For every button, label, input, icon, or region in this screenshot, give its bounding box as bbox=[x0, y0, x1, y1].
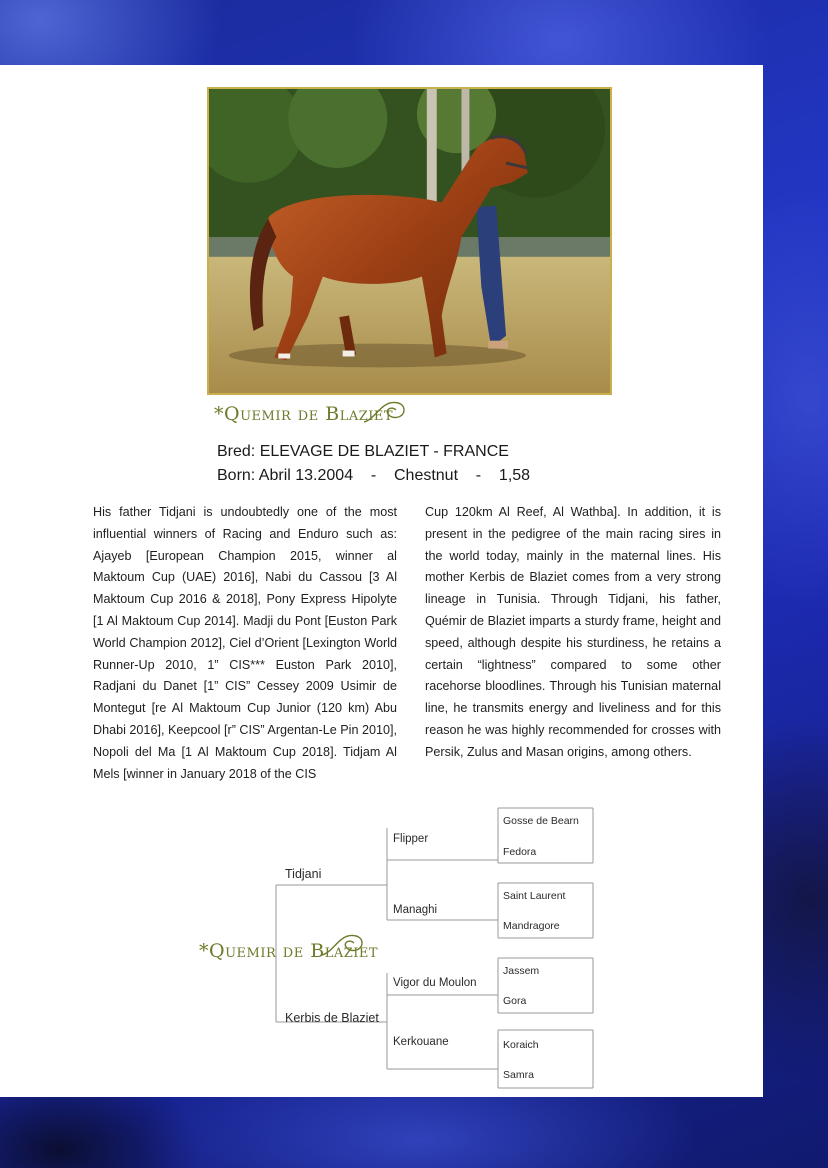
pedigree-g3: Saint Laurent bbox=[503, 890, 566, 902]
pedigree-sire-sire: Flipper bbox=[393, 833, 429, 845]
page-sheet bbox=[0, 65, 763, 1097]
description-right-column: Cup 120km Al Reef, Al Wathba]. In addition, it is present in the pedigree of the main racing sires in the world today, mainly in the maternal lines. His mother Kerbis de Blaziet comes from a very strong lineage in Tunisia. Through Tidjani, his father, Quémir de Blaziet imparts a sturdy frame, height and speed, although despite his sturdiness, he retains a certain “lightness” compared to some other racehorse bloodlines. Through his Tunisian maternal line, he transmits energy and liveliness and for this reason he was highly recommended for crosses with Persik, Zulus and Masan origins, among others. bbox=[425, 505, 721, 759]
pedigree-lines bbox=[0, 65, 763, 1097]
description-left-column: His father Tidjani is undoubtedly one of the most influential winners of Racing and Enduro such as: Ajayeb [European Champion 2015, winner al Maktoum Cup (UAE) 2016], Nabi du Cassou [3 Al Maktoum Cup 2016 & 2018], Pony Express Hipolyte [1 Al Maktoum Cup 2014]. Madji du Pont [Euston Park World Champion 2012], Ciel d’Orient [Lexington World Runner-Up 2010, 1” CIS*** Euston Park 2010], Radjani du Danet [1” CIS” Cessey 2009 Usimir de Montegut [re Al Maktoum Cup Junior (120 km) Abu Dhabi 2016], Keepcool [r” CIS” Argentan-Le Pin 2010], Nopoli del Ma [1 Al Maktoum Cup 2018]. Tidjam Al Mels [winner in January 2018 of the CIS bbox=[93, 505, 397, 781]
pedigree-sire: Tidjani bbox=[285, 867, 322, 881]
bred-line: Bred: ELEVAGE DE BLAZIET - FRANCE bbox=[217, 443, 509, 460]
pedigree-g3: Koraich bbox=[503, 1039, 539, 1051]
pedigree-g3: Fedora bbox=[503, 846, 537, 858]
pedigree-dam-dam: Kerkouane bbox=[393, 1036, 449, 1048]
pedigree-subject: *Quemir de Blaziet bbox=[199, 940, 379, 962]
pedigree-g3: Gosse de Bearn bbox=[503, 815, 579, 827]
pedigree-g3: Jassem bbox=[503, 965, 540, 977]
pedigree-dam: Kerbis de Blaziet bbox=[285, 1011, 379, 1025]
born-line: Born: Abril 13.2004 - Chestnut - 1,58 bbox=[217, 467, 531, 484]
horse-name-title: *Quemir de Blaziet bbox=[214, 403, 394, 425]
pedigree-dam-sire: Vigor du Moulon bbox=[393, 977, 477, 989]
pedigree-sire-dam: Managhi bbox=[393, 904, 438, 916]
pedigree-g3: Samra bbox=[503, 1069, 534, 1081]
pedigree-g3: Mandragore bbox=[503, 920, 560, 932]
pedigree-g3: Gora bbox=[503, 995, 527, 1007]
